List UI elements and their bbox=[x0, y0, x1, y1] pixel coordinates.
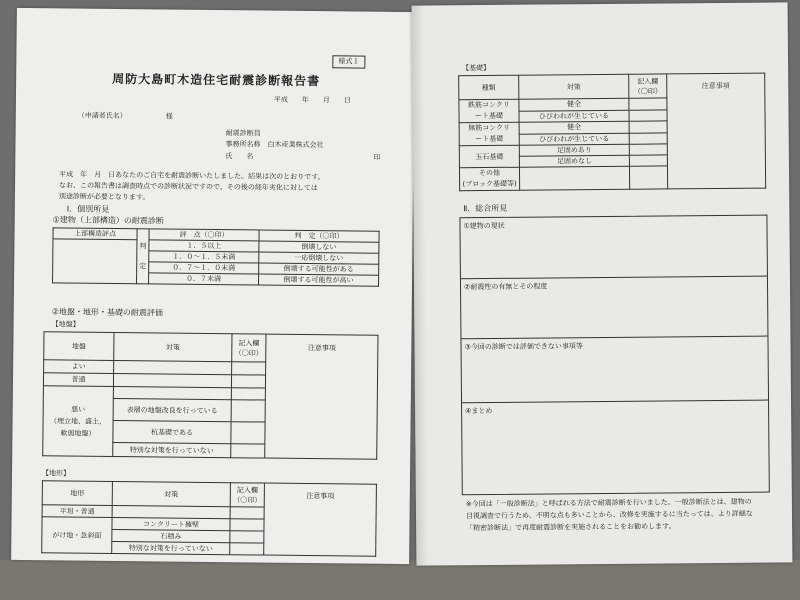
judge-cell: 倒壊しない bbox=[259, 241, 379, 253]
rc-foundation: 鉄筋コンクリ bbox=[467, 100, 510, 110]
entry-cell[interactable] bbox=[629, 121, 667, 133]
judge-cell: 倒壊する可能性が高い bbox=[259, 274, 379, 286]
upper-score-label: 上部構造評点 bbox=[53, 228, 137, 240]
plain-foundation-2: ート基礎 bbox=[475, 134, 504, 144]
section-2-heading: Ⅱ．総合所見 bbox=[463, 203, 508, 214]
entry-col-header: 記入欄 bbox=[238, 338, 260, 347]
entry-cell[interactable] bbox=[231, 375, 265, 388]
judge-char-1: 判 bbox=[139, 242, 147, 251]
measure-cell: 表層の地盤改良を行っている bbox=[113, 398, 231, 421]
entry-cell[interactable] bbox=[629, 132, 667, 144]
terrain-label: 【地形】 bbox=[41, 469, 71, 478]
subsection-ground-terrain: ②地盤・地形・基礎の耐震評価 bbox=[51, 307, 163, 318]
name-label: 氏 名 bbox=[225, 152, 254, 161]
notes-col-header: 注意事項 bbox=[307, 343, 336, 353]
foundation-label: 【基礎】 bbox=[462, 63, 491, 73]
form-number-stamp: 様式１ bbox=[332, 55, 365, 68]
score-cell: ０．７～１．０未満 bbox=[149, 262, 259, 274]
score-header: 評 点（〇印） bbox=[149, 229, 259, 241]
other-foundation: その他 bbox=[478, 168, 501, 178]
measure-cell: 健全 bbox=[519, 121, 629, 133]
box-summary: ④まとめ bbox=[465, 406, 493, 416]
entry-col-header: 記入欄 bbox=[637, 77, 659, 86]
measure-col-header: 対策 bbox=[519, 74, 629, 99]
empty-cell bbox=[113, 373, 231, 387]
entry-cell[interactable] bbox=[629, 155, 667, 166]
ground-normal: 普通 bbox=[43, 373, 113, 387]
applicant-suffix: 様 bbox=[165, 112, 173, 121]
measure-cell: 石積み bbox=[112, 529, 230, 542]
measure-col-header: 対策 bbox=[114, 332, 232, 361]
document-title: 周防大島町木造住宅耐震診断報告書 bbox=[112, 71, 321, 89]
applicant-label: （申請者氏名） bbox=[77, 111, 127, 121]
entry-cell[interactable] bbox=[231, 422, 265, 444]
measure-cell: 足固めあり bbox=[519, 144, 629, 156]
entry-cell[interactable] bbox=[230, 519, 264, 531]
terrain-table bbox=[41, 480, 377, 557]
footnote-line-3: 「精密診断法」で再度耐震診断を実施されることをお勧めします。 bbox=[466, 522, 676, 533]
measure-cell: コンクリート擁壁 bbox=[112, 517, 230, 530]
judge-header: 判 定（〇印） bbox=[259, 230, 379, 242]
measure-cell: 健全 bbox=[519, 98, 629, 110]
score-cell: １．５以上 bbox=[149, 240, 259, 252]
score-cell: １．０～１．５未満 bbox=[149, 251, 259, 263]
intro-line-1: 平成 年 月 日あなたのご自宅を耐震診断いたしました。結果は次のとおりです。 bbox=[59, 170, 325, 182]
desk-surface bbox=[0, 560, 800, 600]
diagnostician-label: 耐震診断員 bbox=[225, 129, 261, 138]
entry-cell[interactable] bbox=[230, 507, 264, 519]
measure-cell: 特別な対策を行っていない bbox=[113, 442, 231, 457]
office-name: 事務所名称 白木産業株式会社 bbox=[225, 140, 324, 150]
score-cell: ０．７未満 bbox=[149, 273, 259, 285]
box-divider bbox=[461, 336, 767, 340]
terrain-cliff: がけ地・急斜面 bbox=[42, 517, 112, 554]
judge-char-2: 定 bbox=[139, 262, 147, 271]
stone-foundation: 玉石基礎 bbox=[459, 145, 519, 168]
judge-cell: 一応倒壊しない bbox=[259, 252, 379, 264]
entry-col-subheader: （〇印） bbox=[633, 86, 662, 96]
subsection-upper-structure: ①建物（上部構造）の耐震診断 bbox=[52, 215, 164, 226]
entry-col-subheader: （〇印） bbox=[234, 348, 263, 358]
box-divider bbox=[461, 276, 767, 280]
entry-cell[interactable] bbox=[629, 98, 667, 110]
intro-line-2: なお、この報告書は調査時点での診断状況ですので、その後の経年劣化に対しては bbox=[59, 181, 318, 193]
ground-good: よい bbox=[44, 360, 114, 374]
box-divider bbox=[462, 400, 768, 404]
overall-findings-box bbox=[459, 215, 769, 496]
entry-col-subheader: （〇印） bbox=[233, 495, 262, 505]
measure-cell: ひびわれが生じている bbox=[519, 110, 629, 122]
box-current-state: ①建物の現状 bbox=[463, 221, 505, 231]
ground-table bbox=[42, 331, 378, 460]
entry-cell[interactable] bbox=[629, 144, 667, 155]
ground-bad: 悪い bbox=[71, 405, 86, 414]
upper-score-value-cell bbox=[53, 239, 137, 284]
notes-col-header: 注意事項 bbox=[306, 491, 335, 501]
type-col-header: 種類 bbox=[459, 75, 519, 100]
ground-bad-detail-1: （埋立地、盛土、 bbox=[50, 416, 107, 426]
upper-structure-table bbox=[52, 227, 380, 286]
measure-cell: 杭基礎である bbox=[113, 420, 231, 443]
left-page bbox=[11, 8, 415, 564]
entry-cell[interactable] bbox=[231, 444, 265, 458]
empty-cell bbox=[114, 360, 232, 374]
ground-bad-detail-2: 軟弱地盤） bbox=[60, 428, 96, 438]
terrain-flat: 平坦・普通 bbox=[42, 505, 112, 518]
footnote-line-2: 目視調査で行うため、不明な点も多いことから、改修を実施するに当たっては、より詳細な bbox=[465, 509, 753, 521]
page-fold-shadow bbox=[412, 6, 429, 566]
intro-line-3: 別途診断が必要となります。 bbox=[58, 192, 150, 202]
plain-foundation: 無筋コンクリ bbox=[468, 123, 511, 133]
rc-foundation-2: ート基礎 bbox=[474, 111, 504, 121]
footnote-line-1: ※今回は「一般診断法」と呼ばれる方法で耐震診断を行いました。一般診断法とは、建物の bbox=[465, 497, 752, 509]
measure-cell: 特別な対策を行っていない bbox=[112, 541, 230, 554]
notes-col-header: 注意事項 bbox=[701, 81, 730, 91]
box-seismic-resistance: ②耐震性の有無とその程度 bbox=[463, 282, 548, 292]
ground-col-header: 地盤 bbox=[44, 332, 114, 361]
entry-col-header: 記入欄 bbox=[236, 485, 258, 494]
section-1-heading: Ⅰ．個別所見 bbox=[66, 204, 110, 214]
entry-cell[interactable] bbox=[629, 109, 667, 121]
box-unevaluable-items: ③今回の診断では評価できない事項等 bbox=[464, 342, 583, 352]
terrain-col-header: 地形 bbox=[42, 481, 112, 506]
empty-cell bbox=[519, 166, 629, 190]
foundation-table bbox=[458, 73, 766, 192]
date-line: 平成 年 月 日 bbox=[273, 95, 351, 105]
measure-cell: ひびわれが生じている bbox=[519, 133, 629, 145]
entry-cell[interactable] bbox=[232, 362, 266, 375]
measure-cell: 足固めなし bbox=[519, 155, 629, 167]
entry-cell[interactable] bbox=[231, 400, 265, 422]
entry-cell[interactable] bbox=[230, 543, 264, 555]
entry-cell[interactable] bbox=[629, 166, 667, 189]
judge-cell: 倒壊する可能性がある bbox=[259, 263, 379, 275]
other-foundation-detail: (ブロック基礎等) bbox=[462, 179, 517, 189]
seal-label: 印 bbox=[373, 153, 381, 162]
measure-col-header: 対策 bbox=[112, 481, 230, 506]
entry-cell[interactable] bbox=[230, 531, 264, 543]
ground-label: 【地盤】 bbox=[51, 320, 80, 329]
entry-cell[interactable] bbox=[231, 388, 265, 400]
right-page bbox=[412, 2, 793, 565]
